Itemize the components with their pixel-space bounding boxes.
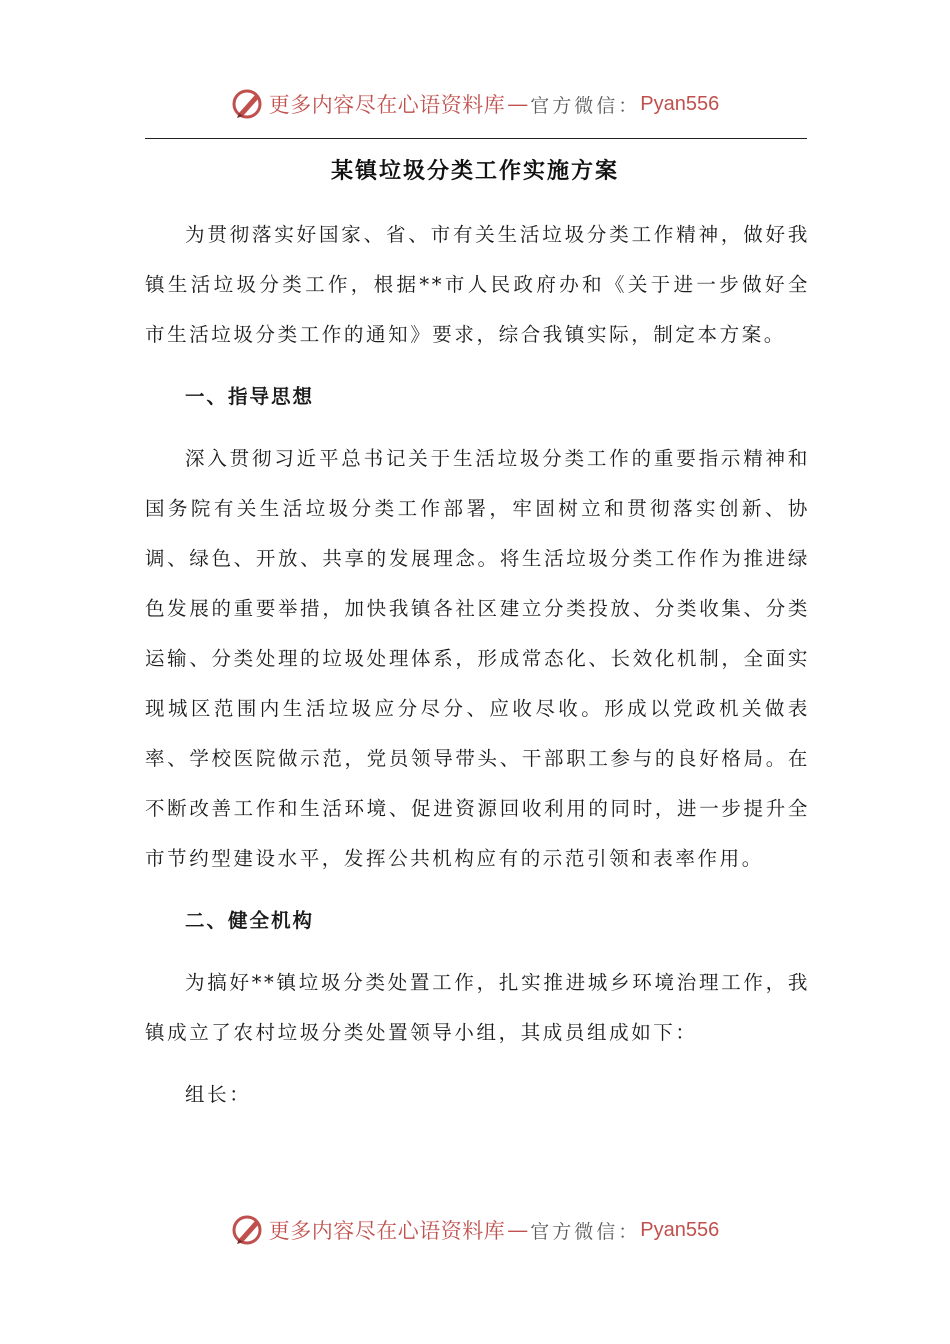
document-title: 某镇垃圾分类工作实施方案 (330, 159, 619, 184)
pen-logo-icon (231, 87, 265, 121)
banner-wechat-id: Pyan556 (640, 92, 720, 115)
banner-main-text: 更多内容尽在心语资料库 (268, 1219, 506, 1243)
banner-separator: — (507, 92, 529, 116)
banner-wechat-id: Pyan556 (640, 1218, 720, 1241)
section2-heading: 二、健全机构 (185, 909, 315, 932)
banner-separator: — (507, 1218, 529, 1242)
document-body (145, 210, 810, 1120)
section1-paragraph: 深入贯彻习近平总书记关于生活垃圾分类工作的重要指示精神和国务院有关生活垃圾分类工作部署，牢固树立和贯彻落实创新、协调、绿色、开放、共享的发展理念。将生活垃圾分类工作作为推进绿色发展的重要举措，加快我镇各社区建立分类投放、分类收集、分类运输、分类处理的垃圾处理体系，形成常态化、长效化机制，全面实现城区范围内生活垃圾应分尽分、应收尽收。形成以党政机关做表率、学校医院做示范，党员领导带头、干部职工参与的良好格局。在不断改善工作和生活环境、促进资源回收利用的同时，进一步提升全市节约型建设水平，发挥公共机构应有的示范引领和表率作用。 (145, 447, 810, 870)
leader-label: 组长： (185, 1083, 252, 1106)
banner-wechat-label: 官方微信： (530, 1220, 641, 1243)
section2-paragraph: 为搞好**镇垃圾分类处置工作，扎实推进城乡环境治理工作，我镇成立了农村垃圾分类处置领导小组，其成员组成如下： (145, 971, 810, 1044)
intro-paragraph: 为贯彻落实好国家、省、市有关生活垃圾分类工作精神，做好我镇生活垃圾分类工作，根据**市人民政府办和《关于进一步做好全市生活垃圾分类工作的通知》要求，综合我镇实际，制定本方案。 (145, 223, 810, 346)
header-divider (145, 138, 807, 139)
section1-heading: 一、指导思想 (185, 385, 315, 408)
header-banner (0, 84, 950, 124)
banner-wechat-label: 官方微信： (530, 94, 641, 117)
footer-banner (0, 1210, 950, 1250)
pen-logo-icon (231, 1213, 265, 1247)
banner-main-text: 更多内容尽在心语资料库 (268, 93, 506, 117)
